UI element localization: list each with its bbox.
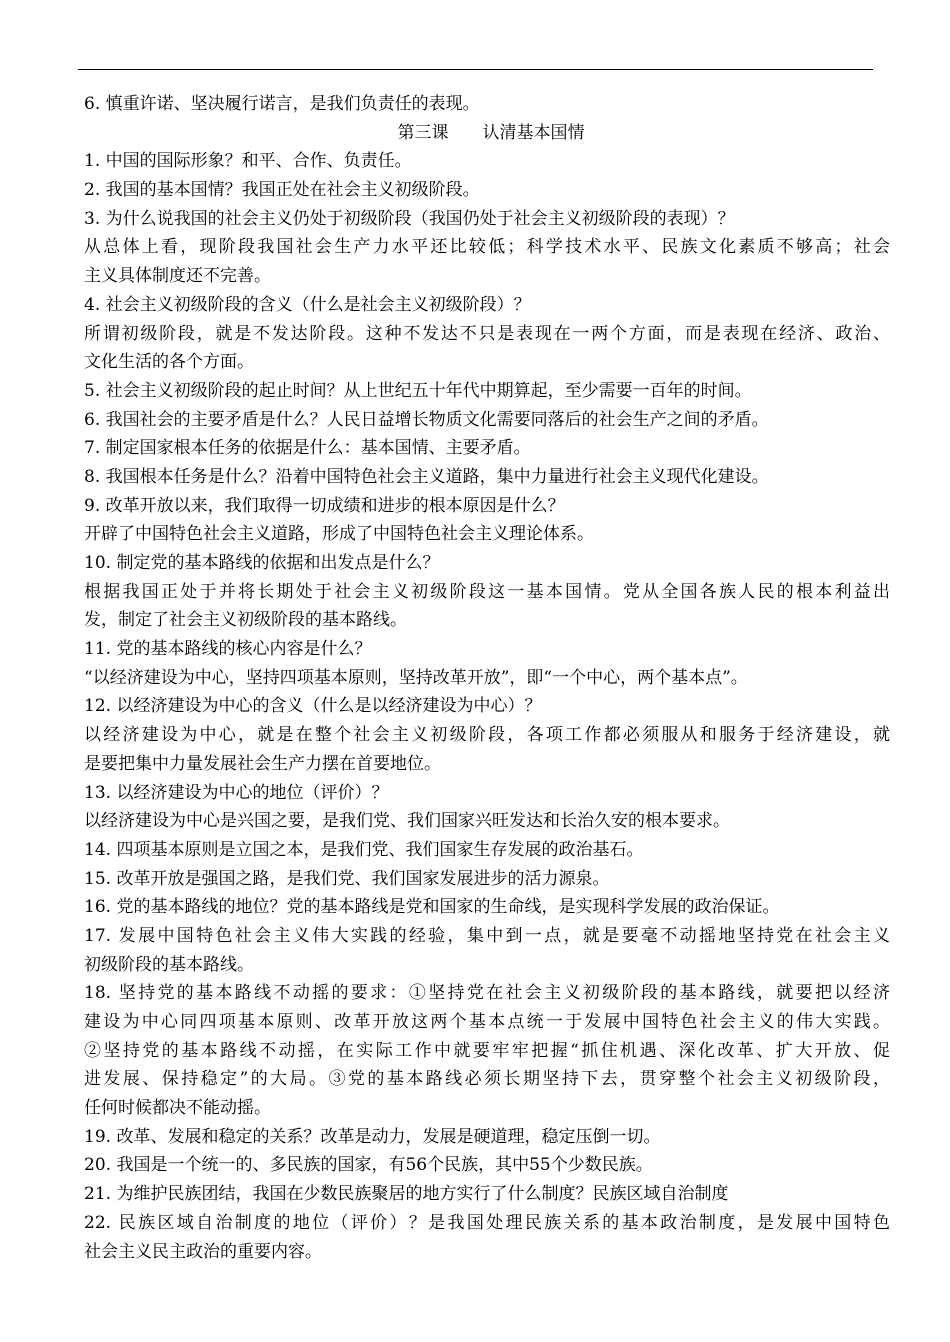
text-line: 以经济建设为中心是兴国之要，是我们党、我们国家兴旺发达和长治久安的根本要求。 [84,811,730,832]
section-title: 第三课 认清基本国情 [397,122,585,143]
text-line: 5. 社会主义初级阶段的起止时间？从上世纪五十年代中期算起，至少需要一百年的时间。 [84,380,752,401]
text-line: 3. 为什么说我国的社会主义仍处于初级阶段（我国仍处于社会主义初级阶段的表现）？ [84,208,735,229]
text-line: 20. 我国是一个统一的、多民族的国家，有56个民族，其中55个少数民族。 [84,1155,653,1176]
text-line: 2. 我国的基本国情？我国正处在社会主义初级阶段。 [84,180,480,201]
text-line: 任何时候都决不能动摇。 [84,1098,271,1119]
text-line: 1. 中国的国际形象？和平、合作、负责任。 [84,151,412,172]
text-line: 建设为中心同四项基本原则、改革开放这两个基本点统一于发展中国特色社会主义的伟大实践。 [84,1012,890,1032]
text-line: 12. 以经济建设为中心的含义（什么是以经济建设为中心）？ [84,696,542,717]
text-line: 初级阶段的基本路线。 [84,954,254,975]
text-line: 19. 改革、发展和稳定的关系？改革是动力，发展是硬道理，稳定压倒一切。 [84,1126,661,1147]
text-line: 主义具体制度还不完善。 [84,266,271,287]
text-line: 6. 我国社会的主要矛盾是什么？人民日益增长物质文化需要同落后的社会生产之间的矛盾。 [84,409,769,430]
text-line: 17. 发展中国特色社会主义伟大实践的经验，集中到一点，就是要毫不动摇地坚持党在社会主义 [84,925,890,946]
text-line: 开辟了中国特色社会主义道路，形成了中国特色社会主义理论体系。 [84,524,594,545]
text-line: 10. 制定党的基本路线的依据和出发点是什么？ [84,553,440,573]
text-line: 11. 党的基本路线的核心内容是什么？ [84,639,372,660]
text-line: 6. 慎重许诺、坚决履行诺言，是我们负责任的表现。 [84,94,480,114]
text-line: 18. 坚持党的基本路线不动摇的要求：①坚持党在社会主义初级阶段的基本路线，就要把以经济 [84,983,890,1004]
text-line: 进发展、保持稳定”的大局。③党的基本路线必须长期坚持下去，贯穿整个社会主义初级阶段， [84,1069,890,1090]
text-line: 发，制定了社会主义初级阶段的基本路线。 [84,610,407,631]
text-line: 14. 四项基本原则是立国之本，是我们党、我们国家生存发展的政治基石。 [84,839,644,860]
text-line: 从总体上看，现阶段我国社会生产力水平还比较低；科学技术水平、民族文化素质不够高；社会 [84,237,890,258]
text-line: 13. 以经济建设为中心的地位（评价）？ [84,782,389,803]
document-body [84,90,890,1266]
text-line: 9. 改革开放以来，我们取得一切成绩和进步的根本原因是什么？ [84,495,565,516]
text-line: 根据我国正处于并将长期处于社会主义初级阶段这一基本国情。党从全国各族人民的根本利益出 [84,581,890,602]
text-line: 是要把集中力量发展社会生产力摆在首要地位。 [84,753,441,774]
text-line: 15. 改革开放是强国之路，是我们党、我们国家发展进步的活力源泉。 [84,868,610,889]
text-line: 所谓初级阶段，就是不发达阶段。这种不发达不只是表现在一两个方面，而是表现在经济、政治、 [84,323,890,344]
text-line: 8. 我国根本任务是什么？沿着中国特色社会主义道路，集中力量进行社会主义现代化建设。 [84,466,769,487]
text-line: 22. 民族区域自治制度的地位（评价）？是我国处理民族关系的基本政治制度，是发展中国特色 [84,1212,890,1233]
text-line: 社会主义民主政治的重要内容。 [84,1241,322,1262]
text-line: 21. 为维护民族团结，我国在少数民族聚居的地方实行了什么制度？民族区域自治制度 [84,1184,729,1205]
text-line: “以经济建设为中心，坚持四项基本原则，坚持改革开放”，即“一个中心，两个基本点”。 [84,667,748,688]
header-rule [78,69,873,70]
text-line: 以经济建设为中心，就是在整个社会主义初级阶段，各项工作都必须服从和服务于经济建设，就 [84,725,890,746]
text-line: 7. 制定国家根本任务的依据是什么：基本国情、主要矛盾。 [84,438,531,459]
text-line: 16. 党的基本路线的地位？党的基本路线是党和国家的生命线，是实现科学发展的政治保证。 [84,897,780,918]
text-line: 4. 社会主义初级阶段的含义（什么是社会主义初级阶段）？ [84,294,531,315]
text-line: ②坚持党的基本路线不动摇，在实际工作中就要牢牢把握“抓住机遇、深化改革、扩大开放、促 [84,1040,890,1061]
text-line: 文化生活的各个方面。 [84,352,254,373]
